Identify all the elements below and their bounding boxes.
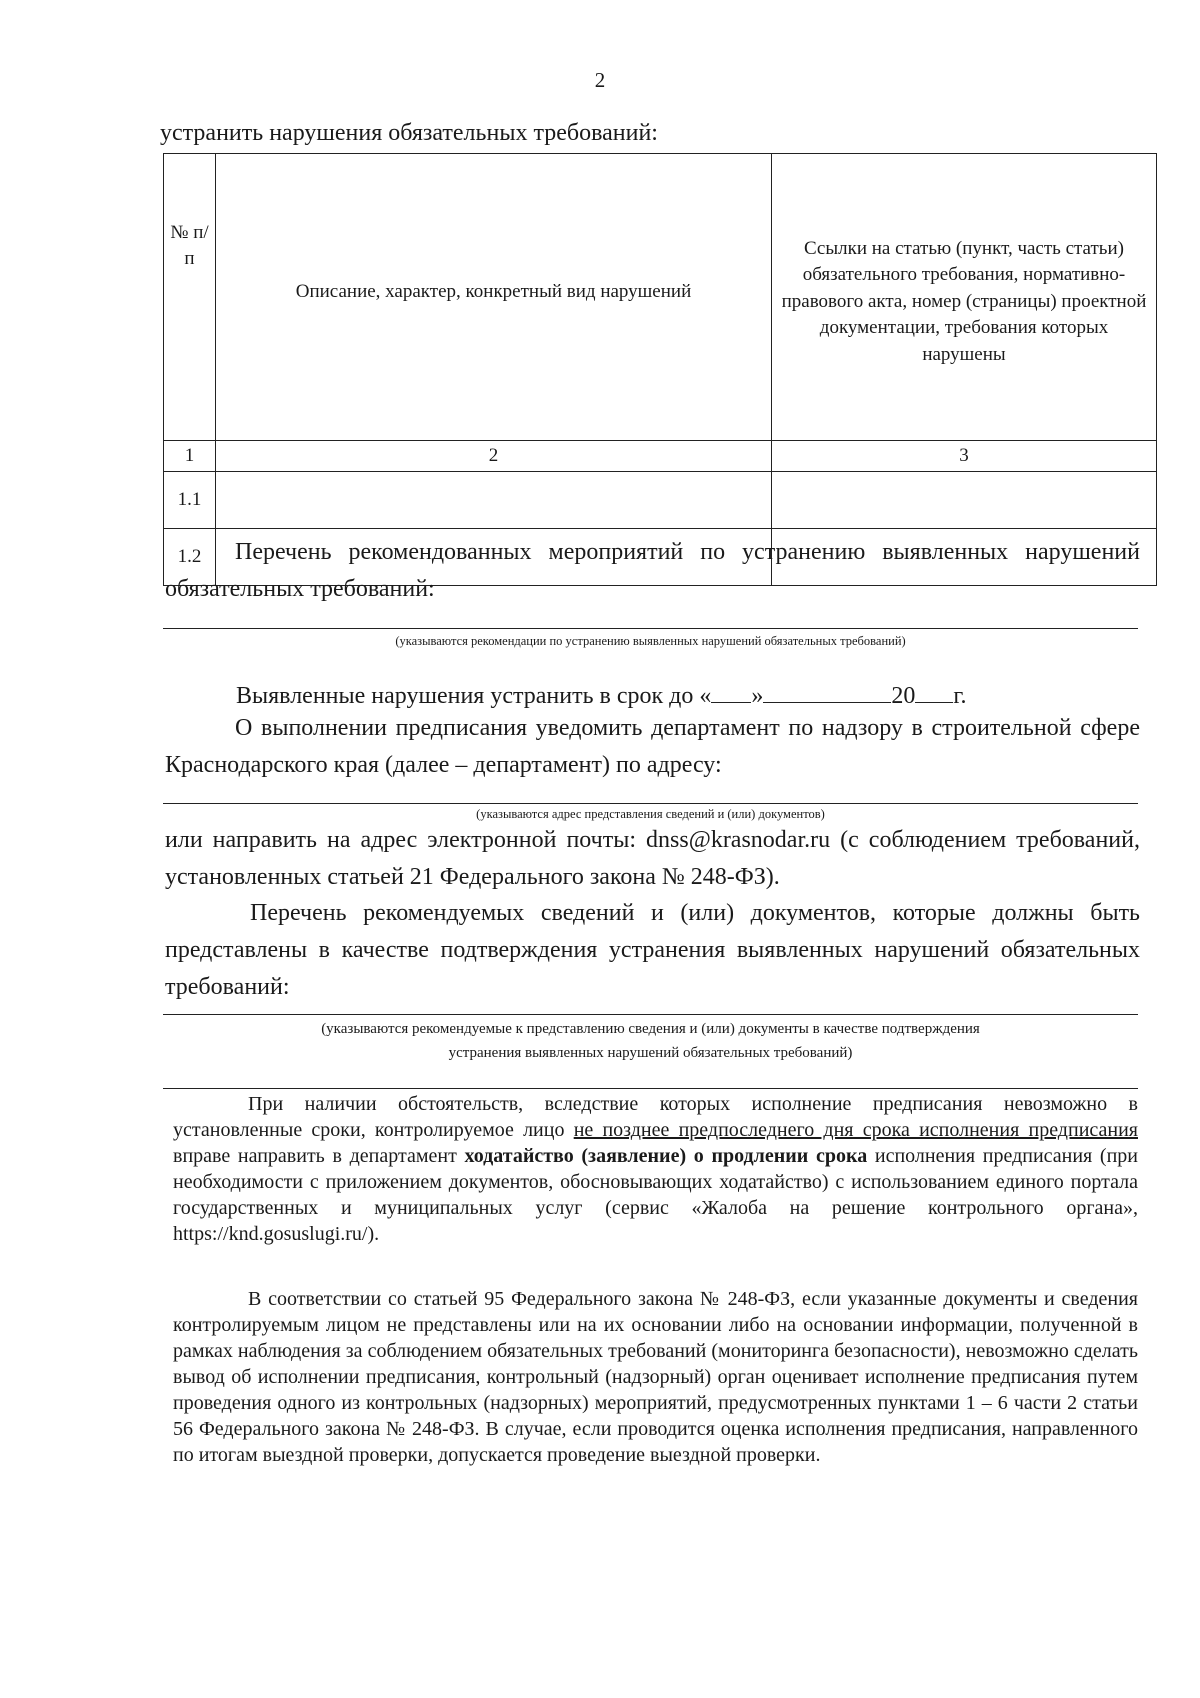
table-row [164,472,1157,529]
violations-table [163,153,1157,586]
deadline-day-blank [711,680,751,703]
notify-hint: (указываются адрес представления сведений и (или) документов) [476,807,825,821]
table-header-row [164,154,1157,441]
header-num: № п/п [164,154,216,441]
recommended-hint: (указываются рекомендации по устранению выявленных нарушений обязательных требований) [395,634,906,648]
extension-paragraph [173,1091,1138,1247]
extension-part3: исполнения предписания (при необходимости с приложением документов, обосновывающих ходатайство) с использованием единого портала государственных и муниципальных услуг (сервис «Жалоба на решение контрольного органа», https://knd.gosuslugi.ru/). [173,1145,1138,1245]
deadline-suffix: г. [953,683,967,709]
table-numbering-row [164,441,1157,472]
notify-text: О выполнении предписания уведомить департамент по надзору в строительной сфере Краснодарского края (далее – департамент) по адресу: [165,715,1140,778]
recommended-measures-text: Перечень рекомендованных мероприятий по устранению выявленных нарушений обязательных требований: [165,539,1140,602]
evidence-hint-line1: (указываются рекомендуемые к представлению сведения и (или) документы в качестве подтверждения [321,1021,980,1037]
deadline-month-blank [763,680,891,703]
extension-part2: вправе направить в департамент [173,1145,465,1167]
header-references: Ссылки на статью (пункт, часть статьи) обязательного требования, нормативно-правового акта, номер (страницы) проектной документации, требования которых нарушены [772,154,1157,441]
evidence-text: Перечень рекомендуемых сведений и (или) документов, которые должны быть представлены в качестве подтверждения устранения выявленных нарушений обязательных требований: [165,900,1140,1000]
page-number: 2 [594,68,606,92]
row-num: 1.2 [164,529,216,586]
row-num: 1.1 [164,472,216,529]
deadline-prefix: Выявленные нарушения устранить в срок до « [236,683,712,709]
email-text: или направить на адрес электронной почты: dnss@krasnodar.ru (с соблюдением требований, установленных статьей 21 Федерального закона № 248-ФЗ). [165,827,1140,890]
extension-part1: При наличии обстоятельств, вследствие которых исполнение предписания невозможно в установленные сроки, контролируемое лицо [173,1093,1138,1141]
deadline-year-blank [915,680,953,703]
evidence-hint [163,1017,1138,1065]
header-description: Описание, характер, конкретный вид нарушений [216,154,772,441]
deadline-mid: » [751,683,764,709]
col-number-3: 3 [772,441,1157,472]
row-references [772,472,1157,529]
extension-deadline-underlined: не позднее предпоследнего дня срока исполнения предписания [573,1119,1138,1141]
extension-petition-bold: ходатайство (заявление) о продлении срока [464,1145,868,1167]
recommended-fill-line [163,628,1138,629]
col-number-2: 2 [216,441,772,472]
evidence-hint-line2: устранения выявленных нарушений обязательных требований) [448,1045,853,1061]
notify-address-line [163,803,1138,804]
article95-paragraph: В соответствии со статьей 95 Федерального закона № 248-ФЗ, если указанные документы и сведения контролируемым лицом не представлены или на их основании либо на основании информации, полученной в рамках наблюдения за соблюдением обязательных требований (мониторинга безопасности), невозможно сделать вывод об исполнении предписания, контрольный (надзорный) орган оценивает исполнение предписания путем проведения одного из контрольных (надзорных) мероприятий, предусмотренных пунктами 1 – 6 части 2 статьи 56 Федерального закона № 248-ФЗ. В случае, если проводится оценка исполнения предписания, направленного по итогам выездной проверки, допускается проведение выездной проверки. [173,1288,1138,1466]
deadline-year-prefix: 20 [891,683,916,709]
lead-text: устранить нарушения обязательных требований: [160,120,658,146]
evidence-fill-line [163,1014,1138,1015]
row-description [216,472,772,529]
evidence-second-line [163,1088,1138,1089]
col-number-1: 1 [164,441,216,472]
